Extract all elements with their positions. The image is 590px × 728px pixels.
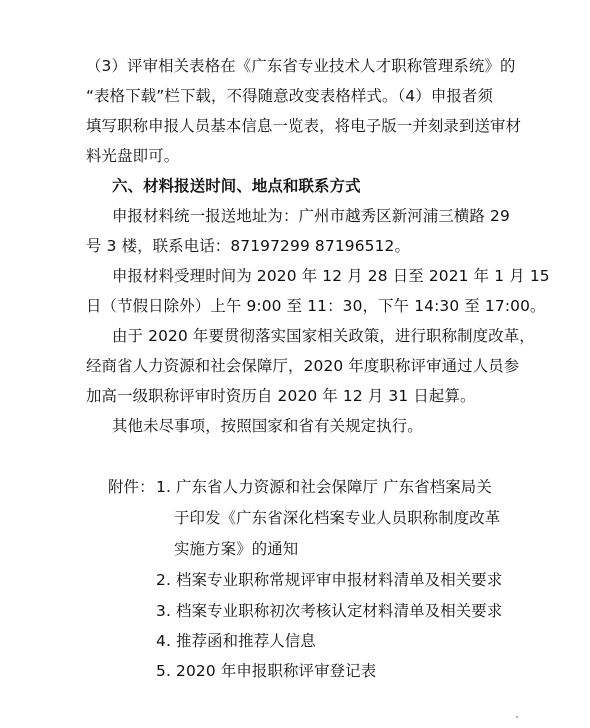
attachment-item-1-line-3: 实施方案》的通知 [174,540,299,558]
section-heading: 六、材料报送时间、地点和联系方式 [112,177,361,195]
attachment-item-4: 4. 推荐函和推荐人信息 [156,632,316,650]
attachment-item-5: 5. 2020 年申报职称评审登记表 [156,662,377,680]
scan-speck [516,716,518,718]
time-line-2: 日（节假日除外）上午 9:00 至 11：30，下午 14:30 至 17:00。 [86,297,546,315]
paragraph-3-line-1: （3）评审相关表格在《广东省专业技术人才职称管理系统》的 [86,57,516,75]
time-line-1: 申报材料受理时间为 2020 年 12 月 28 日至 2021 年 1 月 15 [112,267,550,285]
attachment-item-3: 3. 档案专业职称初次考核认定材料清单及相关要求 [156,602,503,620]
attachment-item-2: 2. 档案专业职称常规评审申报材料清单及相关要求 [156,571,503,589]
other-matters-line: 其他未尽事项，按照国家和省有关规定执行。 [112,417,423,435]
address-line-1: 申报材料统一报送地址为：广州市越秀区新河浦三横路 29 [112,207,510,225]
policy-line-1: 由于 2020 年要贯彻落实国家相关政策，进行职称制度改革， [112,327,535,345]
policy-line-3: 加高一级职称评审时资历自 2020 年 12 月 31 日起算。 [86,387,476,405]
attachments-label: 附件： [108,478,155,496]
address-line-2: 号 3 楼，联系电话：87197299 87196512。 [86,237,411,255]
paragraph-3-line-3: 填写职称申报人员基本信息一览表，将电子版一并刻录到送审材 [86,117,522,135]
attachment-item-1-line-2: 于印发《广东省深化档案专业人员职称制度改革 [174,509,501,527]
paragraph-3-line-2: “表格下载”栏下载，不得随意改变表格样式。（4）申报者须 [86,87,494,105]
policy-line-2: 经商省人力资源和社会保障厅，2020 年度职称评审通过人员参 [86,357,520,375]
paragraph-3-line-4: 料光盘即可。 [86,147,180,165]
attachment-item-1-line-1: 1. 广东省人力资源和社会保障厅 广东省档案局关 [156,478,492,496]
